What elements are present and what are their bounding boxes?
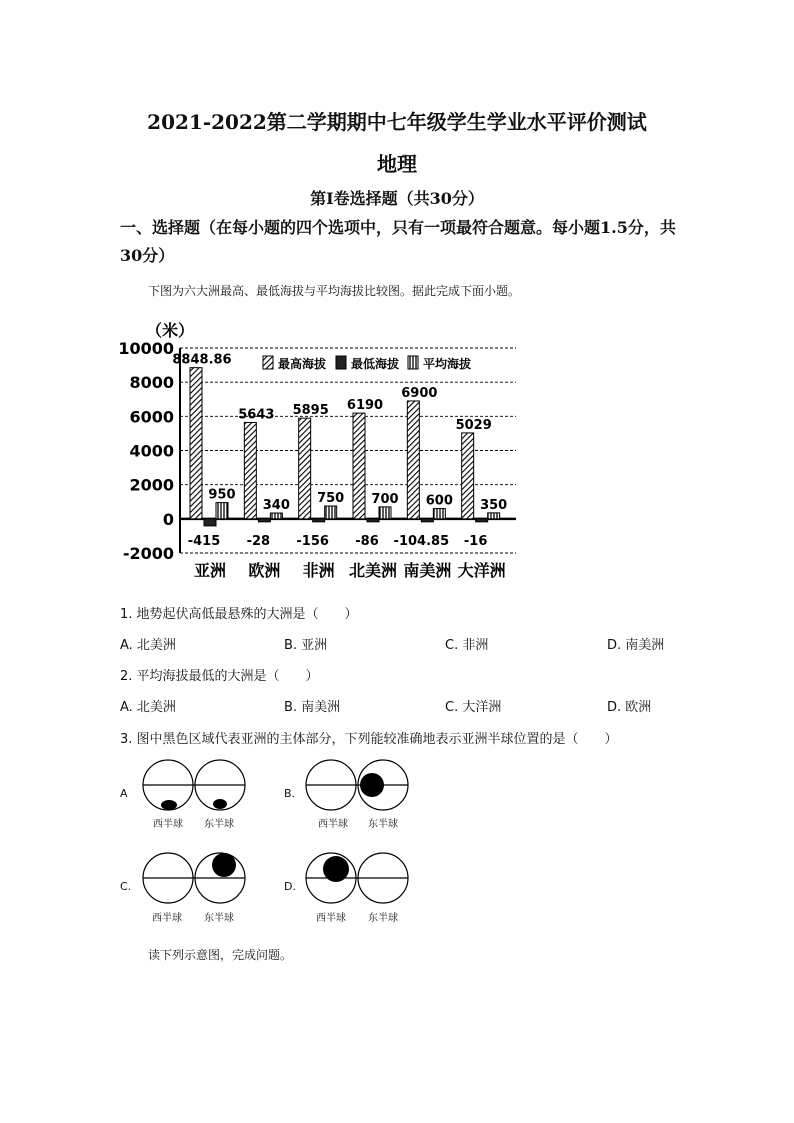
x-tick-label: 亚洲 <box>193 561 227 580</box>
part-title: 第Ⅰ卷选择题（共30分） <box>310 189 484 208</box>
data-label: 340 <box>262 498 290 514</box>
subject-title: 地理 <box>377 152 417 176</box>
x-tick-label: 南美洲 <box>403 561 452 580</box>
bar-min <box>421 519 433 522</box>
bar-avg <box>379 507 391 519</box>
q1-option-b[interactable]: B. 亚洲 <box>284 638 328 653</box>
y-axis-label: （米） <box>146 321 195 340</box>
data-label: 700 <box>371 491 399 507</box>
x-tick-label: 大洋洲 <box>457 561 506 580</box>
x-tick-label: 欧洲 <box>248 561 281 580</box>
q2-option-b[interactable]: B. 南美洲 <box>284 700 341 715</box>
data-label: 5643 <box>238 407 275 423</box>
legend-label: 最低海拔 <box>351 357 400 371</box>
data-label: -86 <box>355 533 379 549</box>
data-label: 350 <box>480 497 508 513</box>
bar-min <box>204 519 216 526</box>
east-hemisphere-label: 东半球 <box>368 819 398 830</box>
data-label: 5895 <box>292 403 329 419</box>
question-2: 2. 平均海拔最低的大洲是（ ） <box>120 669 319 684</box>
bar-max <box>244 422 256 518</box>
legend-swatch <box>263 356 273 369</box>
bar-max <box>353 413 365 519</box>
bar-avg <box>433 509 445 519</box>
q2-option-a[interactable]: A. 北美洲 <box>120 700 176 715</box>
x-tick-label: 非洲 <box>302 561 335 580</box>
exam-title: 2021-2022第二学期期中七年级学生学业水平评价测试 <box>147 110 647 134</box>
q3-option-a-diagram[interactable] <box>140 758 250 814</box>
bar-max <box>462 433 474 519</box>
question-1: 1. 地势起伏高低最悬殊的大洲是（ ） <box>120 607 358 622</box>
east-hemisphere-label: 东半球 <box>204 819 234 830</box>
y-tick-label: 8000 <box>129 373 174 393</box>
bar-avg <box>488 513 500 519</box>
y-tick-label: -2000 <box>122 544 174 563</box>
asia-mass <box>212 853 236 877</box>
q2-option-c[interactable]: C. 大洋洲 <box>445 700 502 715</box>
bar-max <box>407 401 419 519</box>
west-hemisphere-label: 西半球 <box>316 913 346 924</box>
data-label: 5029 <box>455 417 492 433</box>
bar-max <box>299 418 311 519</box>
data-label: 950 <box>208 487 236 503</box>
data-label: 6190 <box>346 398 384 414</box>
map-intro: 读下列示意图，完成问题。 <box>148 948 293 962</box>
q3-option-b-label[interactable]: B. <box>284 787 296 800</box>
asia-mass <box>213 799 227 809</box>
bar-min <box>476 519 488 522</box>
bar-max <box>190 368 202 519</box>
q1-option-d[interactable]: D. 南美洲 <box>607 638 665 653</box>
legend-swatch <box>408 356 418 369</box>
chart-intro: 下图为六大洲最高、最低海拔与平均海拔比较图。据此完成下面小题。 <box>148 284 521 298</box>
asia-mass <box>323 856 349 882</box>
asia-mass <box>161 800 177 810</box>
y-tick-label: 10000 <box>118 339 174 358</box>
data-label: -415 <box>187 533 221 549</box>
q3-option-a-label[interactable]: A <box>120 787 128 800</box>
y-tick-label: 6000 <box>129 407 174 427</box>
question-3: 3. 图中黑色区域代表亚洲的主体部分，下列能较准确地表示亚洲半球位置的是（ ） <box>120 732 618 747</box>
bar-min <box>367 519 379 522</box>
data-label: 750 <box>317 491 345 507</box>
x-tick-label: 北美洲 <box>348 561 398 580</box>
asia-mass <box>360 773 384 797</box>
data-label: -156 <box>296 533 329 549</box>
q3-option-c-diagram[interactable] <box>140 851 250 907</box>
q3-option-b-diagram[interactable] <box>303 758 413 814</box>
q3-option-c-label[interactable]: C. <box>120 880 132 893</box>
section-heading: 一、选择题（在每小题的四个选项中，只有一项最符合题意。每小题1.5分，共30分） <box>120 218 676 265</box>
bar-avg <box>216 503 228 519</box>
data-label: -16 <box>463 533 488 549</box>
bar-avg <box>270 513 282 519</box>
y-tick-label: 4000 <box>129 441 174 461</box>
q3-option-d-diagram[interactable] <box>303 851 413 907</box>
legend-swatch <box>336 356 346 369</box>
legend-label: 平均海拔 <box>423 357 472 371</box>
bar-min <box>258 519 270 522</box>
west-hemisphere-label: 西半球 <box>318 819 348 830</box>
data-label: -28 <box>246 533 271 549</box>
data-label: 600 <box>425 493 453 509</box>
west-hemisphere-label: 西半球 <box>152 913 182 924</box>
east-hemisphere-label: 东半球 <box>368 913 398 924</box>
q2-option-d[interactable]: D. 欧洲 <box>607 700 652 715</box>
y-tick-label: 0 <box>162 509 174 529</box>
q1-option-a[interactable]: A. 北美洲 <box>120 638 176 653</box>
west-hemisphere-label: 西半球 <box>153 819 183 830</box>
east-hemisphere-label: 东半球 <box>204 913 234 924</box>
q3-option-d-label[interactable]: D. <box>284 880 296 893</box>
data-label: 8848.86 <box>172 352 232 368</box>
legend-label: 最高海拔 <box>278 357 327 371</box>
data-label: -104.85 <box>393 533 450 549</box>
bar-avg <box>325 506 337 519</box>
q1-option-c[interactable]: C. 非洲 <box>445 638 489 653</box>
data-label: 6900 <box>401 385 438 401</box>
y-tick-label: 2000 <box>129 475 174 495</box>
bar-min <box>313 519 325 522</box>
elevation-chart <box>118 318 528 586</box>
